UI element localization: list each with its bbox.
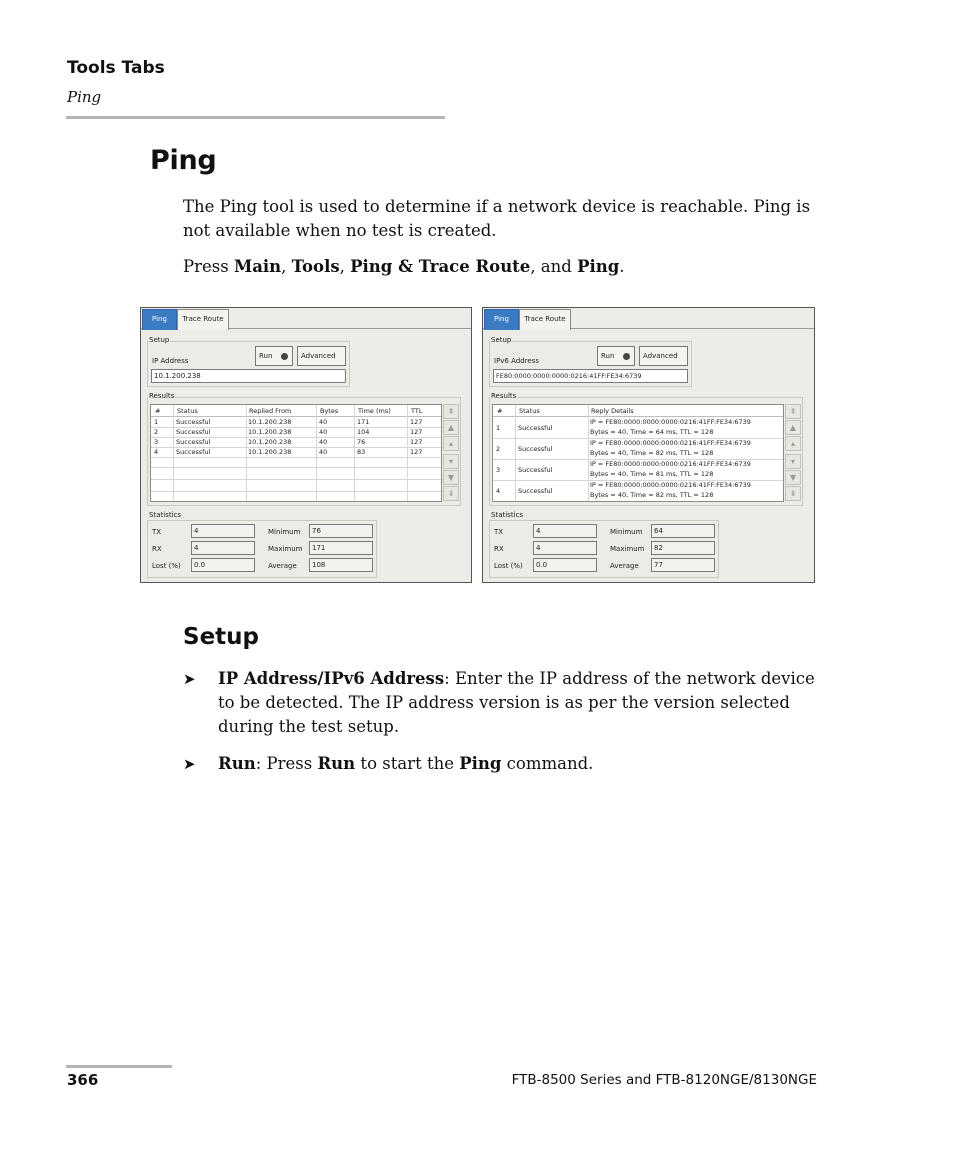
intro-paragraph: The Ping tool is used to determine if a network device is reachable. Ping is not available when no test is created. [183, 197, 811, 240]
results-table: # Status Replied From Bytes Time (ms) TTL 1 Successful 10.1.200.238 40 171 127 2 Successful 10.1.200.238 40 104 127 3 Successful 10.1.200.238 40 76 127 4 Successful 10.1.200.238 40 83 127 [150, 404, 442, 502]
results-group-label: Results [149, 392, 175, 400]
tab-ping[interactable]: Ping [142, 309, 177, 330]
setup-heading: Setup [183, 624, 259, 650]
running-header-section: Tools Tabs [67, 58, 165, 78]
results-scrollbar[interactable] [443, 404, 459, 502]
col-replied-from: Replied From [249, 407, 292, 415]
rx-label: RX [494, 545, 504, 553]
ip-address-label: IP Address [152, 357, 189, 365]
ipv6-address-input[interactable]: FE80:0000:0000:0000:0216:41FF:FE34:6739 [493, 369, 688, 383]
tab-trace-route[interactable]: Trace Route [519, 309, 571, 330]
minimum-label: Minimum [610, 528, 643, 536]
header-rule [66, 116, 445, 119]
average-value: 108 [309, 558, 373, 572]
col-status: Status [519, 407, 540, 415]
footer-title: FTB-8500 Series and FTB-8120NGE/8130NGE [511, 1072, 817, 1088]
footer-rule [66, 1065, 172, 1068]
col-index: # [497, 407, 503, 415]
navigation-instruction: Press Main, Tools, Ping & Trace Route, and Ping. [183, 257, 625, 276]
maximum-value: 171 [309, 541, 373, 555]
run-button[interactable]: Run [597, 346, 635, 366]
advanced-button[interactable]: Advanced [297, 346, 346, 366]
bullet-text: Run: Press Run to start the Ping command. [218, 754, 594, 773]
col-ttl: TTL [411, 407, 423, 415]
rx-value: 4 [533, 541, 597, 555]
status-led-icon [623, 353, 630, 360]
scroll-down-icon[interactable]: ▾ [443, 454, 459, 469]
statistics-group-label: Statistics [491, 511, 523, 519]
scroll-up-icon[interactable]: ▴ [785, 436, 801, 451]
scroll-bottom-icon[interactable]: ⇟ [443, 486, 459, 501]
average-value: 77 [651, 558, 715, 572]
tx-value: 4 [191, 524, 255, 538]
bullet-arrow-icon: ➤ [183, 670, 196, 688]
scroll-page-up-icon[interactable]: ▲ [785, 420, 801, 435]
page-number: 366 [67, 1071, 99, 1089]
ping-ipv6-screenshot [482, 307, 815, 583]
setup-group-label: Setup [491, 336, 512, 344]
scroll-page-down-icon[interactable]: ▼ [785, 470, 801, 485]
results-table-header [493, 405, 783, 417]
tab-ping[interactable]: Ping [484, 309, 519, 330]
scroll-bottom-icon[interactable]: ⇟ [785, 486, 801, 501]
bullet-ip-address [183, 667, 823, 739]
lost-label: Lost (%) [152, 562, 181, 570]
tab-bar [483, 308, 814, 329]
scroll-top-icon[interactable]: ⇞ [785, 404, 801, 419]
tab-bar [141, 308, 471, 329]
scroll-page-down-icon[interactable]: ▼ [443, 470, 459, 485]
lost-value: 0.0 [533, 558, 597, 572]
maximum-label: Maximum [610, 545, 645, 553]
advanced-button[interactable]: Advanced [639, 346, 688, 366]
tx-label: TX [494, 528, 504, 536]
ping-ipv4-screenshot [140, 307, 472, 583]
scroll-up-icon[interactable]: ▴ [443, 436, 459, 451]
run-button[interactable]: Run [255, 346, 293, 366]
results-group-label: Results [491, 392, 517, 400]
scroll-top-icon[interactable]: ⇞ [443, 404, 459, 419]
maximum-value: 82 [651, 541, 715, 555]
tab-trace-route[interactable]: Trace Route [177, 309, 229, 330]
col-status: Status [177, 407, 198, 415]
maximum-label: Maximum [268, 545, 303, 553]
running-header-subsection: Ping [67, 88, 102, 106]
bullet-run [183, 752, 823, 776]
col-index: # [155, 407, 161, 415]
col-bytes: Bytes [320, 407, 339, 415]
results-scrollbar[interactable] [785, 404, 801, 502]
scroll-page-up-icon[interactable]: ▲ [443, 420, 459, 435]
tx-value: 4 [533, 524, 597, 538]
ip-address-input[interactable]: 10.1.200.238 [151, 369, 346, 383]
minimum-value: 64 [651, 524, 715, 538]
tx-label: TX [152, 528, 162, 536]
rx-value: 4 [191, 541, 255, 555]
minimum-value: 76 [309, 524, 373, 538]
bullet-arrow-icon: ➤ [183, 755, 196, 773]
average-label: Average [268, 562, 297, 570]
scroll-down-icon[interactable]: ▾ [785, 454, 801, 469]
status-led-icon [281, 353, 288, 360]
bullet-text: IP Address/IPv6 Address: Enter the IP address of the network device to be detected. The IP address version is as per the version selected during the test setup. [218, 669, 815, 736]
results-table-header [151, 405, 441, 417]
page-title: Ping [150, 145, 217, 176]
col-time: Time (ms) [358, 407, 391, 415]
col-reply-details: Reply Details [591, 407, 634, 415]
statistics-group-label: Statistics [149, 511, 181, 519]
setup-group-label: Setup [149, 336, 170, 344]
results-table: # Status Reply Details 1 Successful IP = FE80:0000:0000:0000:0216:41FF:FE34:6739 Bytes = 40, Time = 64 ms, TTL = 128 2 Successful IP = FE80:0000:0000:0000:0216:41FF:FE34:6739 Bytes = 40, Time = 82 ms, TTL = 128 3 Successful IP = FE80:0000:0000:0000:0216:41FF:FE34:6739 Bytes = 40, Time = 81 ms, TTL = 128 4 Successful IP = FE80:0000:0000:0000:0216:41FF:FE34:6739 Bytes = 40, Time = 82 ms, TTL = 128 [492, 404, 784, 502]
lost-value: 0.0 [191, 558, 255, 572]
rx-label: RX [152, 545, 162, 553]
lost-label: Lost (%) [494, 562, 523, 570]
minimum-label: Minimum [268, 528, 301, 536]
ipv6-address-label: IPv6 Address [494, 357, 539, 365]
average-label: Average [610, 562, 639, 570]
